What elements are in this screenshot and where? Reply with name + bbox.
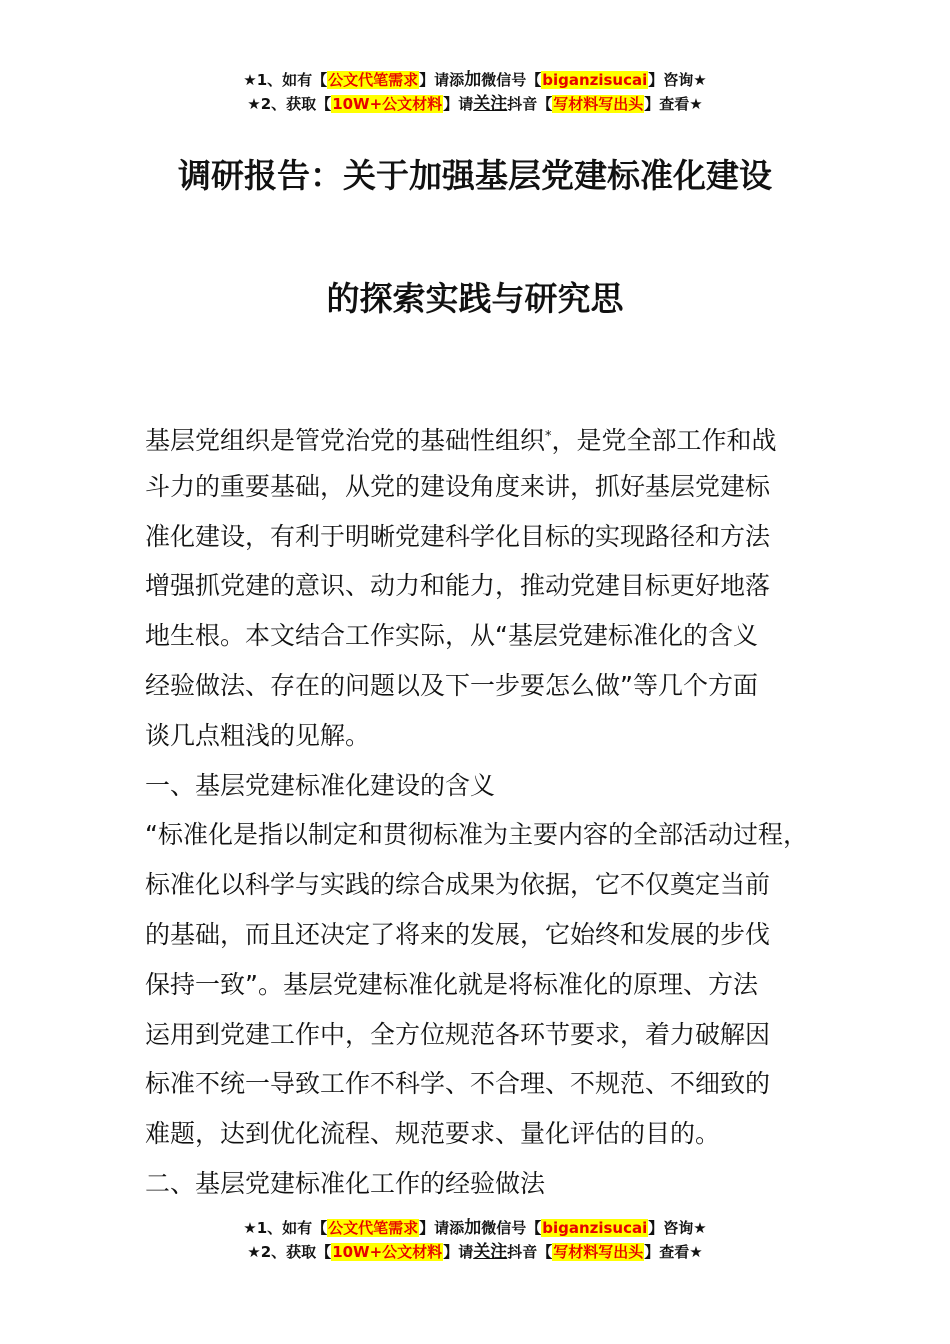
paragraph-text: 基层党组织是管党治党的基础性组织	[145, 426, 546, 455]
promo-highlight-wechat-id: biganzisucai	[542, 1219, 648, 1237]
paragraph-line	[145, 412, 845, 462]
paragraph-line: 标准不统一导致工作不科学、不合理、不规范、不细致的	[145, 1069, 771, 1099]
document-body	[145, 412, 845, 1209]
promo-text: 】请添	[419, 1219, 465, 1237]
section-heading-2: 二、基层党建标准化工作的经验做法	[145, 1168, 546, 1198]
promo-text: 】咨询★	[648, 71, 707, 89]
promo-text: ★2、获取【	[247, 1243, 332, 1261]
promo-emphasis: 关注	[473, 1242, 508, 1262]
promo-highlight-service: 公文代笔需求	[328, 71, 419, 89]
paragraph-line: 增强抓党建的意识、动力和能力，推动党建目标更好地落	[145, 571, 771, 601]
promo-text: ★1、如有【	[243, 71, 328, 89]
promo-highlight-wechat-id: biganzisucai	[542, 71, 648, 89]
promo-banner-top	[0, 68, 950, 116]
promo-text: ★2、获取【	[247, 95, 332, 113]
promo-highlight-account: 写材料写出头	[553, 1243, 644, 1261]
paragraph-line: 地生根。本文结合工作实际，从“基层党建标准化的含义	[145, 621, 758, 651]
paragraph-line: 保持一致”。基层党建标准化就是将标准化的原理、方法	[145, 969, 758, 999]
promo-highlight-account: 写材料写出头	[553, 95, 644, 113]
promo-line-2	[0, 92, 950, 116]
paragraph-line: 的基础，而且还决定了将来的发展，它始终和发展的步伐	[145, 919, 771, 949]
promo-highlight-materials: 10W+公文材料	[332, 95, 443, 113]
paragraph-text: ，是党全部工作和战	[551, 426, 777, 455]
promo-line-1	[0, 68, 950, 92]
promo-text: 】查看★	[644, 95, 703, 113]
promo-text: 】查看★	[644, 1243, 703, 1261]
promo-text: 】咨询★	[648, 1219, 707, 1237]
document-title-line-1: 调研报告：关于加强基层党建标准化建设	[178, 156, 772, 195]
promo-emphasis: 关注	[473, 94, 508, 114]
promo-line-1	[0, 1216, 950, 1240]
promo-text: ★1、如有【	[243, 1219, 328, 1237]
paragraph-line: 经验做法、存在的问题以及下一步要怎么做”等几个方面	[145, 670, 758, 700]
document-title-line-2: 的探索实践与研究思	[326, 279, 624, 318]
promo-text: 抖音【	[507, 1243, 553, 1261]
paragraph-line: 运用到党建工作中，全方位规范各环节要求，着力破解因	[145, 1019, 771, 1049]
paragraph-line: 斗力的重要基础，从党的建设角度来讲，抓好基层党建标	[145, 471, 771, 501]
promo-text: 】请	[443, 95, 474, 113]
footnote-mark: *	[545, 429, 552, 444]
paragraph-line: “标准化是指以制定和贯彻标准为主要内容的全部活动过程，	[145, 820, 808, 850]
promo-highlight-materials: 10W+公文材料	[332, 1243, 443, 1261]
promo-line-2	[0, 1240, 950, 1264]
paragraph-line: 准化建设，有利于明晰党建科学化目标的实现路径和方法	[145, 521, 771, 551]
promo-text: 抖音【	[507, 95, 553, 113]
paragraph-line: 标准化以科学与实践的综合成果为依据，它不仅奠定当前	[145, 870, 771, 900]
promo-text: 】请添	[419, 71, 465, 89]
promo-banner-bottom	[0, 1216, 950, 1264]
paragraph-line: 难题，达到优化流程、规范要求、量化评估的目的。	[145, 1119, 721, 1149]
promo-emphasis: 加	[464, 70, 482, 90]
paragraph-line: 谈几点粗浅的见解。	[145, 720, 371, 750]
promo-emphasis: 加	[464, 1218, 482, 1238]
promo-text: 微信号【	[481, 1219, 542, 1237]
section-heading-1: 一、基层党建标准化建设的含义	[145, 770, 496, 800]
promo-text: 微信号【	[481, 71, 542, 89]
promo-highlight-service: 公文代笔需求	[328, 1219, 419, 1237]
promo-text: 】请	[443, 1243, 474, 1261]
